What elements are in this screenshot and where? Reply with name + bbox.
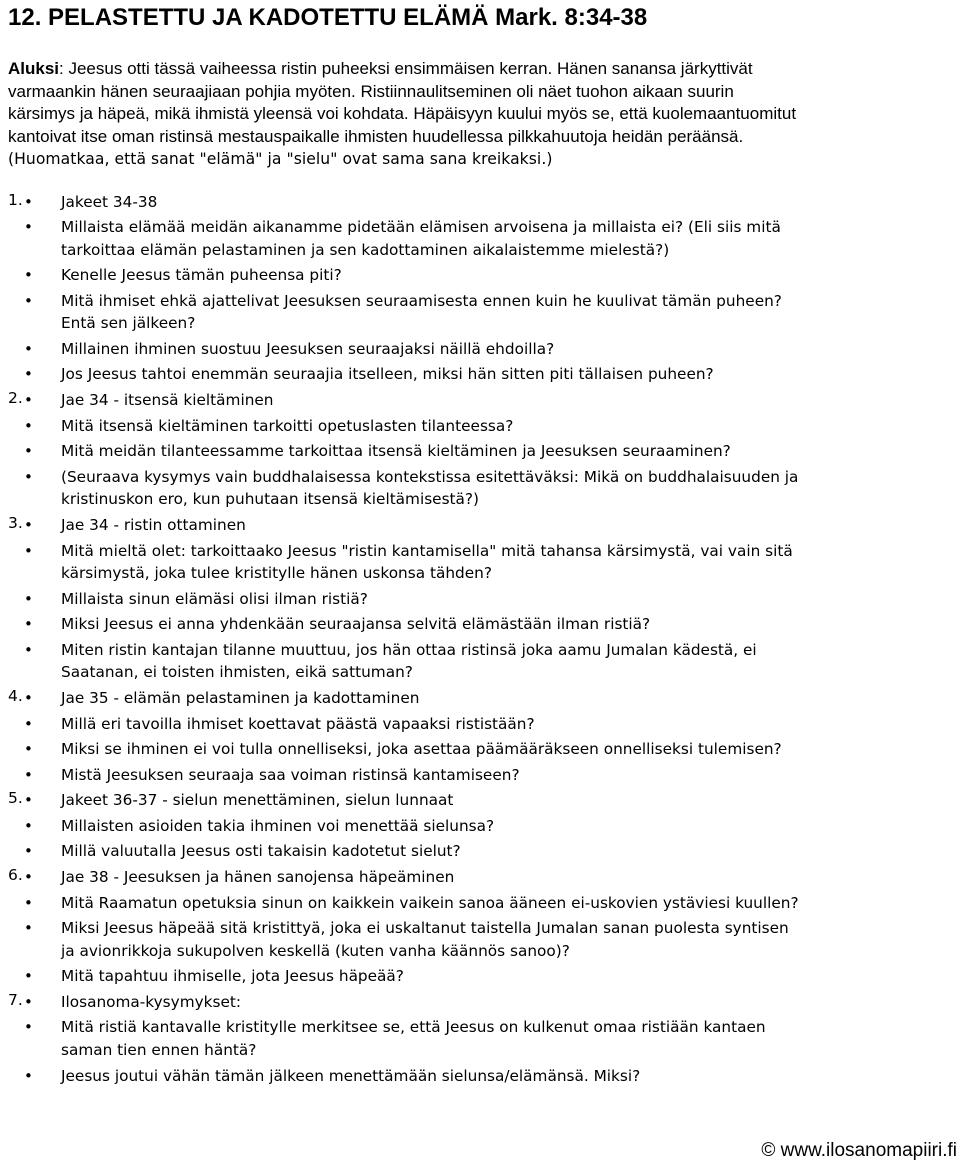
- intro-label: Aluksi: [8, 59, 60, 78]
- section-heading-item: [8, 991, 952, 1014]
- page-title: 12. PELASTETTU JA KADOTETTU ELÄMÄ Mark. 8:34-38: [8, 4, 648, 31]
- question-item: [8, 588, 952, 611]
- bullet-icon: •: [24, 391, 33, 410]
- bullet-icon: •: [24, 967, 33, 986]
- section-heading-item: [8, 789, 952, 812]
- item-text-line: Jae 35 - elämän pelastaminen ja kadottaminen: [61, 689, 420, 708]
- question-section: [8, 514, 952, 684]
- bullet-icon: •: [24, 291, 33, 310]
- question-section: [8, 866, 952, 988]
- item-text-line: Jos Jeesus tahtoi enemmän seuraajia itselleen, miksi hän sitten piti tällaisen puheen?: [61, 365, 714, 384]
- item-text-line: Miksi se ihminen ei voi tulla onnelliseksi, joka asettaa päämääräkseen onnelliseksi tulemisen?: [61, 740, 782, 759]
- item-text-line: Mitä tapahtuu ihmiselle, jota Jeesus häpeää?: [61, 967, 404, 986]
- section-number: 1.: [8, 190, 23, 209]
- question-section: [8, 789, 952, 863]
- intro-line: (Huomatkaa, että sanat "elämä" ja "sielu" ovat sama sana kreikaksi.): [8, 150, 553, 168]
- item-text-line: Kenelle Jeesus tämän puheensa piti?: [61, 266, 342, 285]
- section-number: 4.: [8, 687, 23, 706]
- intro-line: [8, 58, 952, 81]
- item-text-line: Miksi Jeesus häpeää sitä kristittyä, joka ei uskaltanut taistella Jumalan sanan puolesta syntisen: [61, 919, 789, 938]
- item-text-line: Ilosanoma-kysymykset:: [61, 992, 242, 1011]
- item-text-line: Saatanan, ei toisten ihmisten, eikä sattuman?: [61, 663, 413, 682]
- item-text-line: Mistä Jeesuksen seuraaja saa voiman ristinsä kantamiseen?: [61, 765, 520, 784]
- item-text-line: Miten ristin kantajan tilanne muuttuu, jos hän ottaa ristinsä joka aamu Jumalan kädestä, ei: [61, 640, 757, 659]
- intro-line: kärsimys ja häpeä, mikä ihmistä yleensä voi kohdata. Häpäisyyn kuului myös se, että kuolemaantuomitut: [8, 104, 797, 123]
- bullet-icon: •: [24, 791, 33, 810]
- section-number: 7.: [8, 990, 23, 1009]
- section-number: 3.: [8, 514, 23, 533]
- question-item: [8, 440, 952, 463]
- bullet-icon: •: [24, 442, 33, 461]
- question-item: [8, 290, 952, 335]
- intro-text: : Jeesus otti tässä vaiheessa ristin puheeksi ensimmäisen kerran. Hänen sanansa järkyttivät: [59, 59, 753, 78]
- item-text-line: ja avionrikkoja sukupolven keskellä (kuten vanha käännös sanoo)?: [61, 941, 570, 960]
- item-text-line: (Seuraava kysymys vain buddhalaisessa kontekstissa esitettäväksi: Mikä on buddhalaisuuden ja: [61, 467, 799, 486]
- bullet-icon: •: [24, 868, 33, 887]
- bullet-icon: •: [24, 992, 33, 1011]
- question-item: [8, 764, 952, 787]
- section-heading-item: [8, 191, 952, 214]
- bullet-icon: •: [24, 919, 33, 938]
- bullet-icon: •: [24, 192, 33, 211]
- question-item: [8, 363, 952, 386]
- bullet-icon: •: [24, 615, 33, 634]
- section-number: 2.: [8, 389, 23, 408]
- bullet-icon: •: [24, 689, 33, 708]
- item-text-line: Mitä itsensä kieltäminen tarkoitti opetuslasten tilanteessa?: [61, 416, 514, 435]
- item-text-line: Mitä ristiä kantavalle kristitylle merkitsee se, että Jeesus on kulkenut omaa ristiään kantaen: [61, 1018, 766, 1037]
- item-text-line: Millä valuutalla Jeesus osti takaisin kadotetut sielut?: [61, 842, 461, 861]
- question-item: [8, 1016, 952, 1061]
- bullet-icon: •: [24, 893, 33, 912]
- item-text-line: Entä sen jälkeen?: [61, 314, 196, 333]
- question-item: [8, 840, 952, 863]
- bullet-icon: •: [24, 416, 33, 435]
- item-text-line: Mitä ihmiset ehkä ajattelivat Jeesuksen seuraamisesta ennen kuin he kuulivat tämän puheen?: [61, 291, 782, 310]
- item-text-line: tarkoittaa elämän pelastaminen ja sen kadottaminen aikalaistemme mielestä?): [61, 240, 670, 259]
- question-sections: [8, 191, 952, 1088]
- question-item: [8, 639, 952, 684]
- section-heading-item: [8, 514, 952, 537]
- item-text-line: Jae 38 - Jeesuksen ja hänen sanojensa häpeäminen: [61, 868, 455, 887]
- section-number: 6.: [8, 866, 23, 885]
- section-heading-item: [8, 389, 952, 412]
- question-section: [8, 687, 952, 786]
- item-text-line: Millä eri tavoilla ihmiset koettavat päästä vapaaksi rististään?: [61, 714, 535, 733]
- item-text-line: Millaista elämää meidän aikanamme pidetään elämisen arvoisena ja millaista ei? (Eli siis mitä: [61, 218, 781, 236]
- question-item: [8, 1065, 952, 1088]
- bullet-icon: •: [24, 365, 33, 384]
- bullet-icon: •: [24, 740, 33, 759]
- bullet-icon: •: [24, 218, 33, 236]
- question-item: [8, 815, 952, 838]
- item-text-line: Jeesus joutui vähän tämän jälkeen menettämään sielunsa/elämänsä. Miksi?: [61, 1066, 641, 1085]
- bullet-icon: •: [24, 1018, 33, 1037]
- bullet-icon: •: [24, 339, 33, 358]
- question-item: [8, 466, 952, 511]
- item-text-line: Jakeet 36-37 - sielun menettäminen, sielun lunnaat: [61, 791, 454, 810]
- question-item: [8, 892, 952, 915]
- bullet-icon: •: [24, 589, 33, 608]
- bullet-icon: •: [24, 266, 33, 285]
- question-item: [8, 713, 952, 736]
- item-text-line: saman tien ennen häntä?: [61, 1041, 257, 1060]
- question-item: [8, 264, 952, 287]
- item-text-line: Jae 34 - itsensä kieltäminen: [61, 391, 274, 410]
- question-section: [8, 191, 952, 387]
- question-item: [8, 216, 952, 261]
- intro-paragraph: [8, 58, 952, 171]
- item-text-line: Jakeet 34-38: [61, 192, 158, 211]
- bullet-icon: •: [24, 765, 33, 784]
- question-section: [8, 389, 952, 511]
- item-text-line: Mitä Raamatun opetuksia sinun on kaikkein vaikein sanoa ääneen ei-uskovien ystäviesi kuullen?: [61, 893, 799, 912]
- bullet-icon: •: [24, 467, 33, 486]
- item-text-line: kristinuskon ero, kun puhutaan itsensä kieltämisestä?): [61, 490, 480, 509]
- item-text-line: Millainen ihminen suostuu Jeesuksen seuraajaksi näillä ehdoilla?: [61, 339, 555, 358]
- intro-line: varmaankin hänen seuraajiaan pohjia myöten. Ristiinnaulitseminen oli näet tuohon aikaan suurin: [8, 81, 734, 101]
- item-text-line: Mitä mieltä olet: tarkoittaako Jeesus "ristin kantamisella" mitä tahansa kärsimystä, vai vain sitä: [61, 541, 793, 560]
- bullet-icon: •: [24, 1066, 33, 1085]
- question-item: [8, 540, 952, 585]
- item-text-line: Mitä meidän tilanteessamme tarkoittaa itsensä kieltäminen ja Jeesuksen seuraaminen?: [61, 442, 731, 461]
- question-item: [8, 338, 952, 361]
- question-section: [8, 991, 952, 1087]
- question-item: [8, 738, 952, 761]
- question-item: [8, 917, 952, 962]
- bullet-icon: •: [24, 714, 33, 733]
- item-text-line: Miksi Jeesus ei anna yhdenkään seuraajansa selvitä elämästään ilman ristiä?: [61, 615, 651, 634]
- copyright-footer: © www.ilosanomapiiri.fi: [761, 1140, 957, 1161]
- bullet-icon: •: [24, 816, 33, 835]
- bullet-icon: •: [24, 541, 33, 560]
- item-text-line: kärsimystä, joka tulee kristitylle hänen uskonsa tähden?: [61, 564, 492, 583]
- item-text-line: Millaista sinun elämäsi olisi ilman ristiä?: [61, 589, 368, 608]
- section-heading-item: [8, 866, 952, 889]
- bullet-icon: •: [24, 640, 33, 659]
- item-text-line: Jae 34 - ristin ottaminen: [61, 516, 246, 535]
- question-item: [8, 965, 952, 988]
- question-item: [8, 613, 952, 636]
- section-number: 5.: [8, 789, 23, 808]
- intro-line: kantoivat itse oman ristinsä mestauspaikalle ihmisten huudellessa pilkkahuutoja heidän peräänsä.: [8, 126, 744, 146]
- item-text-line: Millaisten asioiden takia ihminen voi menettää sielunsa?: [61, 816, 495, 835]
- section-heading-item: [8, 687, 952, 710]
- bullet-icon: •: [24, 842, 33, 861]
- bullet-icon: •: [24, 516, 33, 535]
- question-item: [8, 415, 952, 438]
